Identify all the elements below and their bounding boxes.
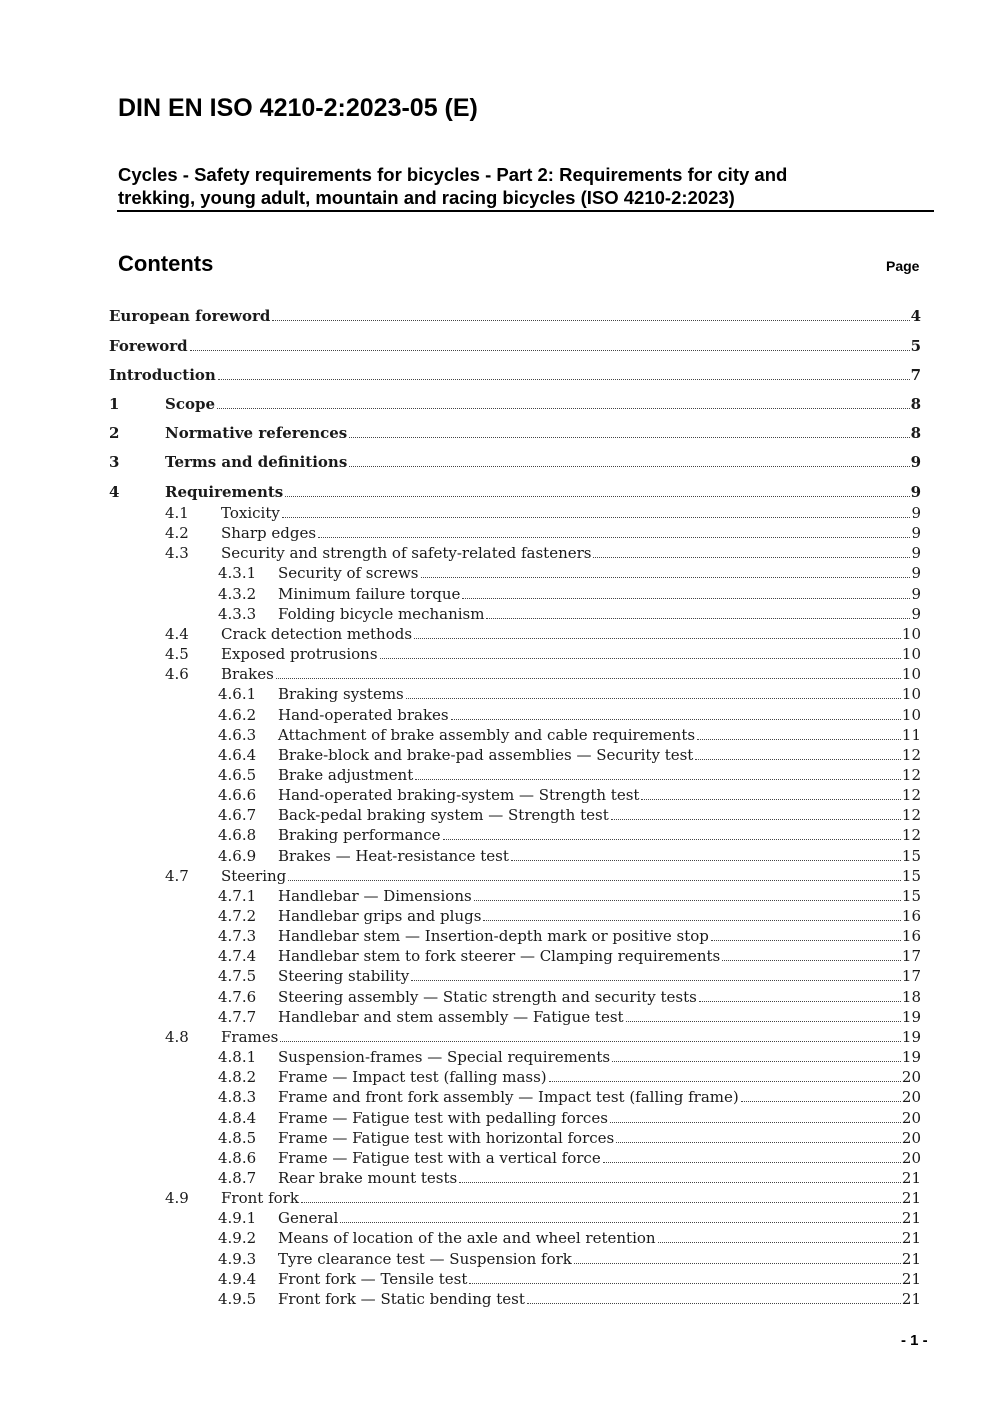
toc-entry[interactable] xyxy=(218,563,921,583)
toc-entry-title: Hand-operated braking-system — Strength test xyxy=(278,786,640,805)
toc-entry-number: 1 xyxy=(109,395,120,413)
page-number: - 1 - xyxy=(901,1332,928,1349)
toc-entry-body xyxy=(278,1108,921,1128)
toc-dot-leader xyxy=(276,678,901,679)
toc-entry[interactable] xyxy=(165,523,921,543)
toc-entry[interactable] xyxy=(218,946,921,966)
toc-entry[interactable] xyxy=(165,866,921,886)
toc-entry-page: 16 xyxy=(901,927,921,946)
toc-entry-body xyxy=(278,1047,921,1067)
toc-dot-leader xyxy=(411,980,901,981)
toc-entry-body xyxy=(278,1208,921,1228)
toc-entry-title: Means of location of the axle and wheel retention xyxy=(278,1229,656,1248)
toc-entry-body xyxy=(109,306,921,326)
toc-dot-leader xyxy=(272,320,909,321)
toc-entry-body xyxy=(278,765,921,785)
toc-dot-leader xyxy=(549,1081,901,1082)
toc-entry-title: Handlebar grips and plugs xyxy=(278,907,482,925)
toc-entry-number: 4.1 xyxy=(165,504,189,522)
document-title: DIN EN ISO 4210-2:2023-05 (E) xyxy=(118,94,478,122)
toc-entry[interactable] xyxy=(218,1128,921,1148)
toc-entry[interactable] xyxy=(165,543,921,563)
toc-entry[interactable] xyxy=(109,336,921,356)
toc-entry-number: 4.6.6 xyxy=(218,786,257,805)
toc-dot-leader xyxy=(658,1242,901,1243)
toc-entry-page: 12 xyxy=(901,806,921,825)
toc-entry[interactable] xyxy=(218,725,921,745)
toc-entry[interactable] xyxy=(218,987,921,1007)
toc-dot-leader xyxy=(349,437,909,438)
toc-entry-number: 4.7.2 xyxy=(218,907,257,925)
toc-entry[interactable] xyxy=(218,825,921,845)
toc-entry-title: Front fork — Static bending test xyxy=(278,1289,525,1308)
toc-dot-leader xyxy=(469,1283,901,1284)
toc-entry-page: 11 xyxy=(901,725,921,744)
toc-entry-page: 20 xyxy=(901,1068,921,1087)
toc-entry[interactable] xyxy=(218,805,921,825)
toc-dot-leader xyxy=(641,799,900,800)
toc-entry-number: 4.7.1 xyxy=(218,886,257,905)
toc-entry-number: 4.9.1 xyxy=(218,1209,257,1228)
toc-entry-title: Frame — Fatigue test with horizontal forces xyxy=(278,1128,615,1147)
toc-entry-body xyxy=(278,1128,921,1148)
toc-entry[interactable] xyxy=(218,785,921,805)
toc-entry-title: Attachment of brake assembly and cable requirements xyxy=(278,725,696,744)
toc-entry[interactable] xyxy=(218,705,921,725)
toc-entry-number: 4.8.5 xyxy=(218,1128,257,1147)
toc-entry-number: 4.9.2 xyxy=(218,1229,257,1248)
toc-entry-body xyxy=(278,1289,921,1309)
toc-entry-body xyxy=(165,423,921,443)
document-subtitle: Cycles - Safety requirements for bicycles - Part 2: Requirements for city and trekking, young adult, mountain and racing bicycles (ISO 4210-2:2023) xyxy=(118,164,788,208)
toc-dot-leader xyxy=(285,496,909,497)
toc-entry-number: 4.8.3 xyxy=(218,1088,257,1107)
toc-entry-page: 21 xyxy=(901,1289,921,1308)
toc-entry[interactable] xyxy=(109,365,921,385)
toc-entry-page: 9 xyxy=(911,524,921,543)
toc-entry-title: Foreword xyxy=(109,337,188,355)
toc-entry[interactable] xyxy=(165,664,921,684)
toc-entry[interactable] xyxy=(109,423,921,443)
toc-entry[interactable] xyxy=(218,886,921,906)
toc-entry-title: Brake-block and brake-pad assemblies — Security test xyxy=(278,745,694,764)
toc-dot-leader xyxy=(414,638,901,639)
toc-entry-title: Security and strength of safety-related fasteners xyxy=(221,544,592,563)
toc-entry-page: 9 xyxy=(910,453,921,471)
toc-entry-number: 4 xyxy=(109,483,120,501)
toc-entry-page: 17 xyxy=(901,947,921,966)
toc-dot-leader xyxy=(593,557,910,558)
toc-entry[interactable] xyxy=(218,1228,921,1248)
toc-dot-leader xyxy=(711,940,901,941)
toc-entry-title: Handlebar stem to fork steerer — Clamping requirements xyxy=(278,947,721,966)
toc-entry[interactable] xyxy=(218,1047,921,1067)
toc-entry-body xyxy=(221,1188,921,1208)
toc-entry-body xyxy=(278,785,921,805)
toc-entry-title: Normative references xyxy=(165,424,348,442)
toc-entry-title: Sharp edges xyxy=(221,524,317,543)
toc-entry-number: 4.7.7 xyxy=(218,1007,257,1026)
toc-dot-leader xyxy=(462,598,910,599)
toc-entry-page: 20 xyxy=(901,1148,921,1167)
toc-dot-leader xyxy=(318,537,910,538)
toc-dot-leader xyxy=(611,819,901,820)
toc-entry-page: 19 xyxy=(901,1048,921,1067)
toc-entry-number: 4.7.3 xyxy=(218,927,257,946)
toc-entry-page: 19 xyxy=(901,1007,921,1026)
toc-entry-page: 16 xyxy=(901,907,921,925)
toc-dot-leader xyxy=(626,1021,901,1022)
toc-entry-body xyxy=(165,394,921,414)
toc-entry-number: 4.7 xyxy=(165,866,189,885)
toc-dot-leader xyxy=(415,779,901,780)
toc-entry-number: 4.7.4 xyxy=(218,947,257,966)
toc-dot-leader xyxy=(697,739,901,740)
toc-entry-page: 9 xyxy=(911,544,921,563)
toc-entry-title: Handlebar — Dimensions xyxy=(278,886,472,905)
toc-entry-body xyxy=(278,946,921,966)
toc-entry-number: 4.6.9 xyxy=(218,846,257,865)
toc-entry[interactable] xyxy=(218,1067,921,1087)
toc-entry-title: Rear brake mount tests xyxy=(278,1168,458,1187)
toc-entry-number: 4.8.1 xyxy=(218,1048,257,1067)
toc-dot-leader xyxy=(218,379,910,380)
toc-entry-title: Steering assembly — Static strength and security tests xyxy=(278,987,697,1006)
toc-entry-page: 7 xyxy=(910,366,921,384)
toc-entry-number: 4.8.7 xyxy=(218,1168,257,1187)
toc-entry-number: 3 xyxy=(109,453,120,471)
toc-entry-title: Hand-operated brakes xyxy=(278,705,449,724)
toc-dot-leader xyxy=(603,1162,901,1163)
toc-entry-number: 4.8 xyxy=(165,1027,189,1046)
toc-entry-page: 15 xyxy=(901,886,921,905)
toc-dot-leader xyxy=(610,1122,901,1123)
toc-entry-body xyxy=(278,1269,921,1289)
toc-entry-number: 4.3.3 xyxy=(218,604,257,623)
toc-entry-title: Brakes — Heat-resistance test xyxy=(278,846,509,865)
toc-entry-title: Frame — Impact test (falling mass) xyxy=(278,1068,547,1087)
toc-entry[interactable] xyxy=(218,1289,921,1309)
toc-entry-body xyxy=(278,684,921,704)
toc-entry[interactable] xyxy=(218,926,921,946)
toc-entry[interactable] xyxy=(218,1208,921,1228)
toc-entry-body xyxy=(278,584,921,604)
toc-dot-leader xyxy=(612,1061,901,1062)
toc-entry-number: 4.6.5 xyxy=(218,765,257,784)
toc-entry-number: 4.8.2 xyxy=(218,1068,257,1087)
toc-entry-title: Frame and front fork assembly — Impact test (falling frame) xyxy=(278,1088,739,1107)
toc-entry-title: Front fork xyxy=(221,1189,299,1208)
toc-entry-body xyxy=(109,365,921,385)
toc-entry-number: 4.3 xyxy=(165,544,189,563)
toc-entry-page: 9 xyxy=(911,564,921,583)
toc-dot-leader xyxy=(217,408,910,409)
toc-entry-body xyxy=(221,624,921,644)
toc-entry-title: Security of screws xyxy=(278,564,419,583)
toc-dot-leader xyxy=(527,1303,901,1304)
toc-dot-leader xyxy=(282,517,911,518)
toc-entry-page: 9 xyxy=(911,504,921,522)
toc-dot-leader xyxy=(349,466,909,467)
toc-entry-body xyxy=(165,482,921,502)
toc-entry-body xyxy=(278,966,921,986)
toc-entry-page: 12 xyxy=(901,745,921,764)
toc-entry-body xyxy=(278,604,921,624)
toc-entry-body xyxy=(278,805,921,825)
toc-entry-page: 15 xyxy=(901,846,921,865)
toc-entry-number: 4.7.5 xyxy=(218,967,257,986)
toc-dot-leader xyxy=(280,1041,901,1042)
toc-entry-title: Terms and definitions xyxy=(165,453,348,471)
toc-entry-body xyxy=(278,705,921,725)
toc-entry-title: Brake adjustment xyxy=(278,765,414,784)
toc-entry-page: 8 xyxy=(910,395,921,413)
toc-entry-title: Front fork — Tensile test xyxy=(278,1269,468,1288)
toc-entry-title: European foreword xyxy=(109,307,271,325)
toc-dot-leader xyxy=(483,920,900,921)
toc-entry-number: 4.6.4 xyxy=(218,745,257,764)
toc-entry-page: 5 xyxy=(910,337,921,355)
toc-dot-leader xyxy=(340,1222,901,1223)
toc-dot-leader xyxy=(511,860,901,861)
toc-entry-title: Handlebar and stem assembly — Fatigue test xyxy=(278,1007,624,1026)
toc-entry-number: 4.7.6 xyxy=(218,987,257,1006)
toc-entry-number: 4.3.1 xyxy=(218,564,257,583)
toc-entry-title: Steering stability xyxy=(278,967,410,986)
toc-entry-page: 9 xyxy=(911,604,921,623)
toc-entry-number: 4.6.3 xyxy=(218,725,257,744)
toc-dot-leader xyxy=(288,880,901,881)
toc-dot-leader xyxy=(406,698,901,699)
toc-entry-body xyxy=(278,563,921,583)
toc-entry[interactable] xyxy=(218,1007,921,1027)
toc-entry-body xyxy=(109,336,921,356)
toc-entry[interactable] xyxy=(165,624,921,644)
toc-entry-number: 4.6.1 xyxy=(218,685,257,704)
toc-entry-title: Scope xyxy=(165,395,216,413)
toc-entry-page: 4 xyxy=(910,307,921,325)
toc-entry-title: Frame — Fatigue test with a vertical force xyxy=(278,1148,601,1167)
toc-entry-title: Requirements xyxy=(165,483,284,501)
toc-entry-body xyxy=(278,1148,921,1168)
toc-dot-leader xyxy=(741,1101,901,1102)
toc-entry[interactable] xyxy=(218,1168,921,1188)
toc-entry[interactable] xyxy=(218,1269,921,1289)
contents-heading: Contents xyxy=(118,251,214,276)
toc-entry-number: 4.3.2 xyxy=(218,584,257,603)
toc-entry-page: 20 xyxy=(901,1108,921,1127)
toc-dot-leader xyxy=(574,1263,901,1264)
toc-entry-body xyxy=(278,906,921,926)
toc-entry-body xyxy=(278,1087,921,1107)
toc-entry-title: Braking systems xyxy=(278,685,404,704)
toc-entry-page: 9 xyxy=(910,483,921,501)
toc-dot-leader xyxy=(695,759,901,760)
toc-dot-leader xyxy=(421,577,911,578)
toc-entry-page: 10 xyxy=(901,685,921,704)
toc-entry-page: 21 xyxy=(901,1209,921,1228)
toc-entry-title: Back-pedal braking system — Strength test xyxy=(278,806,609,825)
toc-entry-page: 18 xyxy=(901,987,921,1006)
toc-dot-leader xyxy=(190,350,910,351)
toc-entry-page: 12 xyxy=(901,786,921,805)
toc-entry-page: 12 xyxy=(901,765,921,784)
toc-entry-title: Brakes xyxy=(221,665,274,684)
toc-entry-title: Introduction xyxy=(109,366,216,384)
toc-dot-leader xyxy=(699,1001,901,1002)
toc-entry-body xyxy=(278,745,921,765)
toc-entry-body xyxy=(278,886,921,906)
toc-entry[interactable] xyxy=(165,1027,921,1047)
toc-entry-body xyxy=(278,926,921,946)
toc-entry-number: 4.2 xyxy=(165,524,189,543)
toc-entry[interactable] xyxy=(109,394,921,414)
toc-entry-title: Crack detection methods xyxy=(221,624,413,643)
toc-entry-title: Braking performance xyxy=(278,826,441,845)
toc-entry-number: 4.6.2 xyxy=(218,705,257,724)
toc-dot-leader xyxy=(443,839,901,840)
toc-entry-body xyxy=(221,1027,921,1047)
toc-entry-number: 4.9.4 xyxy=(218,1269,257,1288)
toc-entry-page: 20 xyxy=(901,1088,921,1107)
toc-entry[interactable] xyxy=(218,1087,921,1107)
toc-entry-page: 10 xyxy=(901,705,921,724)
toc-entry[interactable] xyxy=(218,906,921,926)
toc-entry-body xyxy=(278,1228,921,1248)
toc-entry-page: 17 xyxy=(901,967,921,986)
toc-entry-body xyxy=(278,1168,921,1188)
page-column-label: Page xyxy=(886,258,920,274)
toc-entry-body xyxy=(278,846,921,866)
toc-entry[interactable] xyxy=(218,966,921,986)
toc-dot-leader xyxy=(459,1182,901,1183)
toc-entry-body xyxy=(221,644,921,664)
toc-entry-page: 15 xyxy=(901,866,921,885)
toc-dot-leader xyxy=(474,900,901,901)
toc-entry-title: Frame — Fatigue test with pedalling forces xyxy=(278,1108,608,1127)
toc-entry-number: 4.5 xyxy=(165,645,189,664)
toc-entry-number: 4.6.8 xyxy=(218,826,257,845)
toc-entry-body xyxy=(165,452,921,472)
toc-entry-page: 21 xyxy=(901,1269,921,1288)
toc-entry-number: 4.8.6 xyxy=(218,1148,257,1167)
toc-entry[interactable] xyxy=(218,1108,921,1128)
toc-entry[interactable] xyxy=(218,765,921,785)
toc-entry[interactable] xyxy=(218,846,921,866)
toc-entry-body xyxy=(278,987,921,1007)
toc-entry[interactable] xyxy=(109,452,921,472)
toc-entry-title: Suspension-frames — Special requirements xyxy=(278,1048,611,1067)
toc-entry-body xyxy=(221,523,921,543)
toc-entry-number: 2 xyxy=(109,424,120,442)
toc-entry-body xyxy=(221,866,921,886)
toc-entry-page: 10 xyxy=(901,645,921,664)
toc-entry-number: 4.6.7 xyxy=(218,806,257,825)
toc-entry-number: 4.9.3 xyxy=(218,1249,257,1268)
toc-entry-title: General xyxy=(278,1209,339,1228)
toc-dot-leader xyxy=(380,658,901,659)
toc-entry-page: 10 xyxy=(901,624,921,643)
toc-entry-body xyxy=(278,1007,921,1027)
toc-entry[interactable] xyxy=(218,1249,921,1269)
toc-entry-page: 20 xyxy=(901,1128,921,1147)
toc-entry[interactable] xyxy=(109,306,921,326)
toc-entry[interactable] xyxy=(218,684,921,704)
toc-entry[interactable] xyxy=(218,1148,921,1168)
toc-entry-page: 10 xyxy=(901,665,921,684)
toc-entry[interactable] xyxy=(218,745,921,765)
toc-entry-page: 9 xyxy=(911,584,921,603)
toc-entry-number: 4.8.4 xyxy=(218,1108,257,1127)
toc-entry-title: Toxicity xyxy=(221,504,280,522)
toc-entry-body xyxy=(221,543,921,563)
toc-entry-body xyxy=(278,1067,921,1087)
toc-entry-body xyxy=(221,664,921,684)
toc-dot-leader xyxy=(301,1202,901,1203)
toc-dot-leader xyxy=(722,960,901,961)
toc-entry-page: 8 xyxy=(910,424,921,442)
toc-entry-page: 21 xyxy=(901,1229,921,1248)
toc-entry-body xyxy=(278,1249,921,1269)
toc-entry-title: Frames xyxy=(221,1027,279,1046)
toc-entry-title: Steering xyxy=(221,866,287,885)
toc-entry-title: Folding bicycle mechanism xyxy=(278,604,485,623)
toc-entry-title: Tyre clearance test — Suspension fork xyxy=(278,1249,572,1268)
toc-entry-title: Exposed protrusions xyxy=(221,645,378,664)
toc-entry[interactable] xyxy=(165,503,921,523)
toc-entry[interactable] xyxy=(218,604,921,624)
toc-entry-number: 4.6 xyxy=(165,665,189,684)
toc-entry-page: 21 xyxy=(901,1168,921,1187)
toc-dot-leader xyxy=(616,1142,901,1143)
toc-entry-number: 4.9 xyxy=(165,1189,189,1208)
toc-entry-page: 12 xyxy=(901,826,921,845)
toc-entry[interactable] xyxy=(218,584,921,604)
toc-entry-number: 4.9.5 xyxy=(218,1289,257,1308)
toc-entry[interactable] xyxy=(165,644,921,664)
toc-entry[interactable] xyxy=(165,1188,921,1208)
toc-entry-body xyxy=(278,825,921,845)
toc-entry[interactable] xyxy=(109,482,921,502)
toc-dot-leader xyxy=(486,618,910,619)
toc-entry-number: 4.4 xyxy=(165,624,189,643)
toc-entry-body xyxy=(278,725,921,745)
toc-entry-body xyxy=(221,503,921,523)
toc-entry-page: 21 xyxy=(901,1249,921,1268)
toc-entry-title: Minimum failure torque xyxy=(278,584,461,603)
toc-dot-leader xyxy=(451,719,901,720)
toc-entry-page: 19 xyxy=(901,1027,921,1046)
toc-entry-page: 21 xyxy=(901,1189,921,1208)
toc-entry-title: Handlebar stem — Insertion-depth mark or positive stop xyxy=(278,927,709,946)
